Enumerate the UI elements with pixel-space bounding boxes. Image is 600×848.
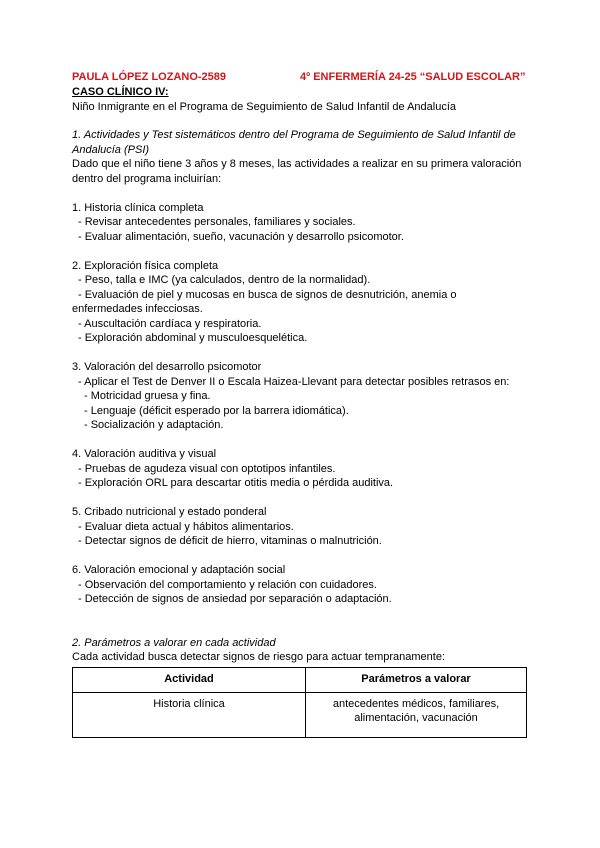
header-activity: Actividad	[73, 667, 306, 692]
activity-line: - Detectar signos de déficit de hierro, vitaminas o malnutrición.	[78, 535, 382, 547]
document-header	[72, 70, 530, 85]
parameters-table	[72, 667, 527, 738]
section2-intro: Cada actividad busca detectar signos de riesgo para actuar tempranamente:	[72, 651, 445, 663]
activity-line-cont: enfermedades infecciosas.	[72, 303, 203, 315]
activity-title: 1. Historia clínica completa	[72, 201, 204, 214]
activity-title: 5. Cribado nutricional y estado ponderal	[72, 506, 267, 518]
activity-item-2	[72, 259, 530, 346]
activity-title: 2. Exploración física completa	[72, 259, 219, 272]
section2-heading: 2. Parámetros a valorar en cada actividad	[72, 636, 276, 649]
section1-heading-cont: Andalucía (PSI)	[72, 143, 150, 156]
activity-line: - Aplicar el Test de Denver II o Escala Haizea-Llevant para detectar posibles retrasos en:	[78, 375, 510, 388]
cell-parameters-line: alimentación, vacunación	[354, 712, 478, 724]
activity-line: - Evaluar alimentación, sueño, vacunación y desarrollo psicomotor.	[78, 230, 404, 243]
table-header-row	[73, 667, 527, 692]
activity-item-3	[72, 360, 530, 433]
cell-activity: Historia clínica	[73, 692, 306, 737]
activity-item-1	[72, 201, 530, 245]
activity-line: - Observación del comportamiento y relación con cuidadores.	[78, 578, 377, 591]
case-subtitle: Niño Inmigrante en el Programa de Seguimiento de Salud Infantil de Andalucía	[72, 100, 457, 113]
activity-item-4	[72, 447, 530, 491]
activity-line: - Auscultación cardíaca y respiratoria.	[78, 317, 262, 330]
activity-line: - Exploración abdominal y musculoesquelética.	[78, 332, 308, 344]
cell-parameters	[306, 692, 527, 737]
activity-title: 3. Valoración del desarrollo psicomotor	[72, 361, 262, 373]
case-title: CASO CLÍNICO IV:	[72, 86, 169, 98]
activity-line: - Exploración ORL para descartar otitis media o pérdida auditiva.	[78, 477, 394, 489]
activity-item-6	[72, 563, 530, 607]
activity-line: - Evaluar dieta actual y hábitos alimentarios.	[78, 520, 294, 533]
section1-heading: 1. Actividades y Test sistemáticos dentro del Programa de Seguimiento de Salud Infantil de	[72, 129, 516, 141]
header-parameters: Parámetros a valorar	[306, 667, 527, 692]
section1-intro-cont: dentro del programa incluirían:	[72, 172, 222, 185]
activity-line: - Pruebas de agudeza visual con optotipos infantiles.	[78, 462, 336, 475]
activity-subline: - Motricidad gruesa y fina.	[84, 390, 211, 402]
course-name: 4º ENFERMERÍA 24-25 “SALUD ESCOLAR”	[300, 71, 526, 83]
activity-title: 6. Valoración emocional y adaptación social	[72, 564, 286, 576]
activity-subline: - Lenguaje (déficit esperado por la barrera idiomática).	[84, 404, 349, 417]
activity-item-5	[72, 505, 530, 549]
activity-line: - Revisar antecedentes personales, familiares y sociales.	[78, 216, 356, 228]
section1-intro: Dado que el niño tiene 3 años y 8 meses, las actividades a realizar en su primera valoración	[72, 158, 522, 170]
activity-line: - Peso, talla e IMC (ya calculados, dentro de la normalidad).	[78, 274, 371, 286]
table-row	[73, 692, 527, 737]
activity-subline: - Socialización y adaptación.	[84, 419, 224, 431]
cell-parameters-line: antecedentes médicos, familiares,	[332, 697, 500, 710]
author-name: PAULA LÓPEZ LOZANO-2589	[72, 71, 227, 83]
activity-title: 4. Valoración auditiva y visual	[72, 448, 217, 460]
activity-line: - Evaluación de piel y mucosas en busca de signos de desnutrición, anemia o	[78, 288, 457, 301]
activity-line: - Detección de signos de ansiedad por separación o adaptación.	[78, 593, 392, 605]
